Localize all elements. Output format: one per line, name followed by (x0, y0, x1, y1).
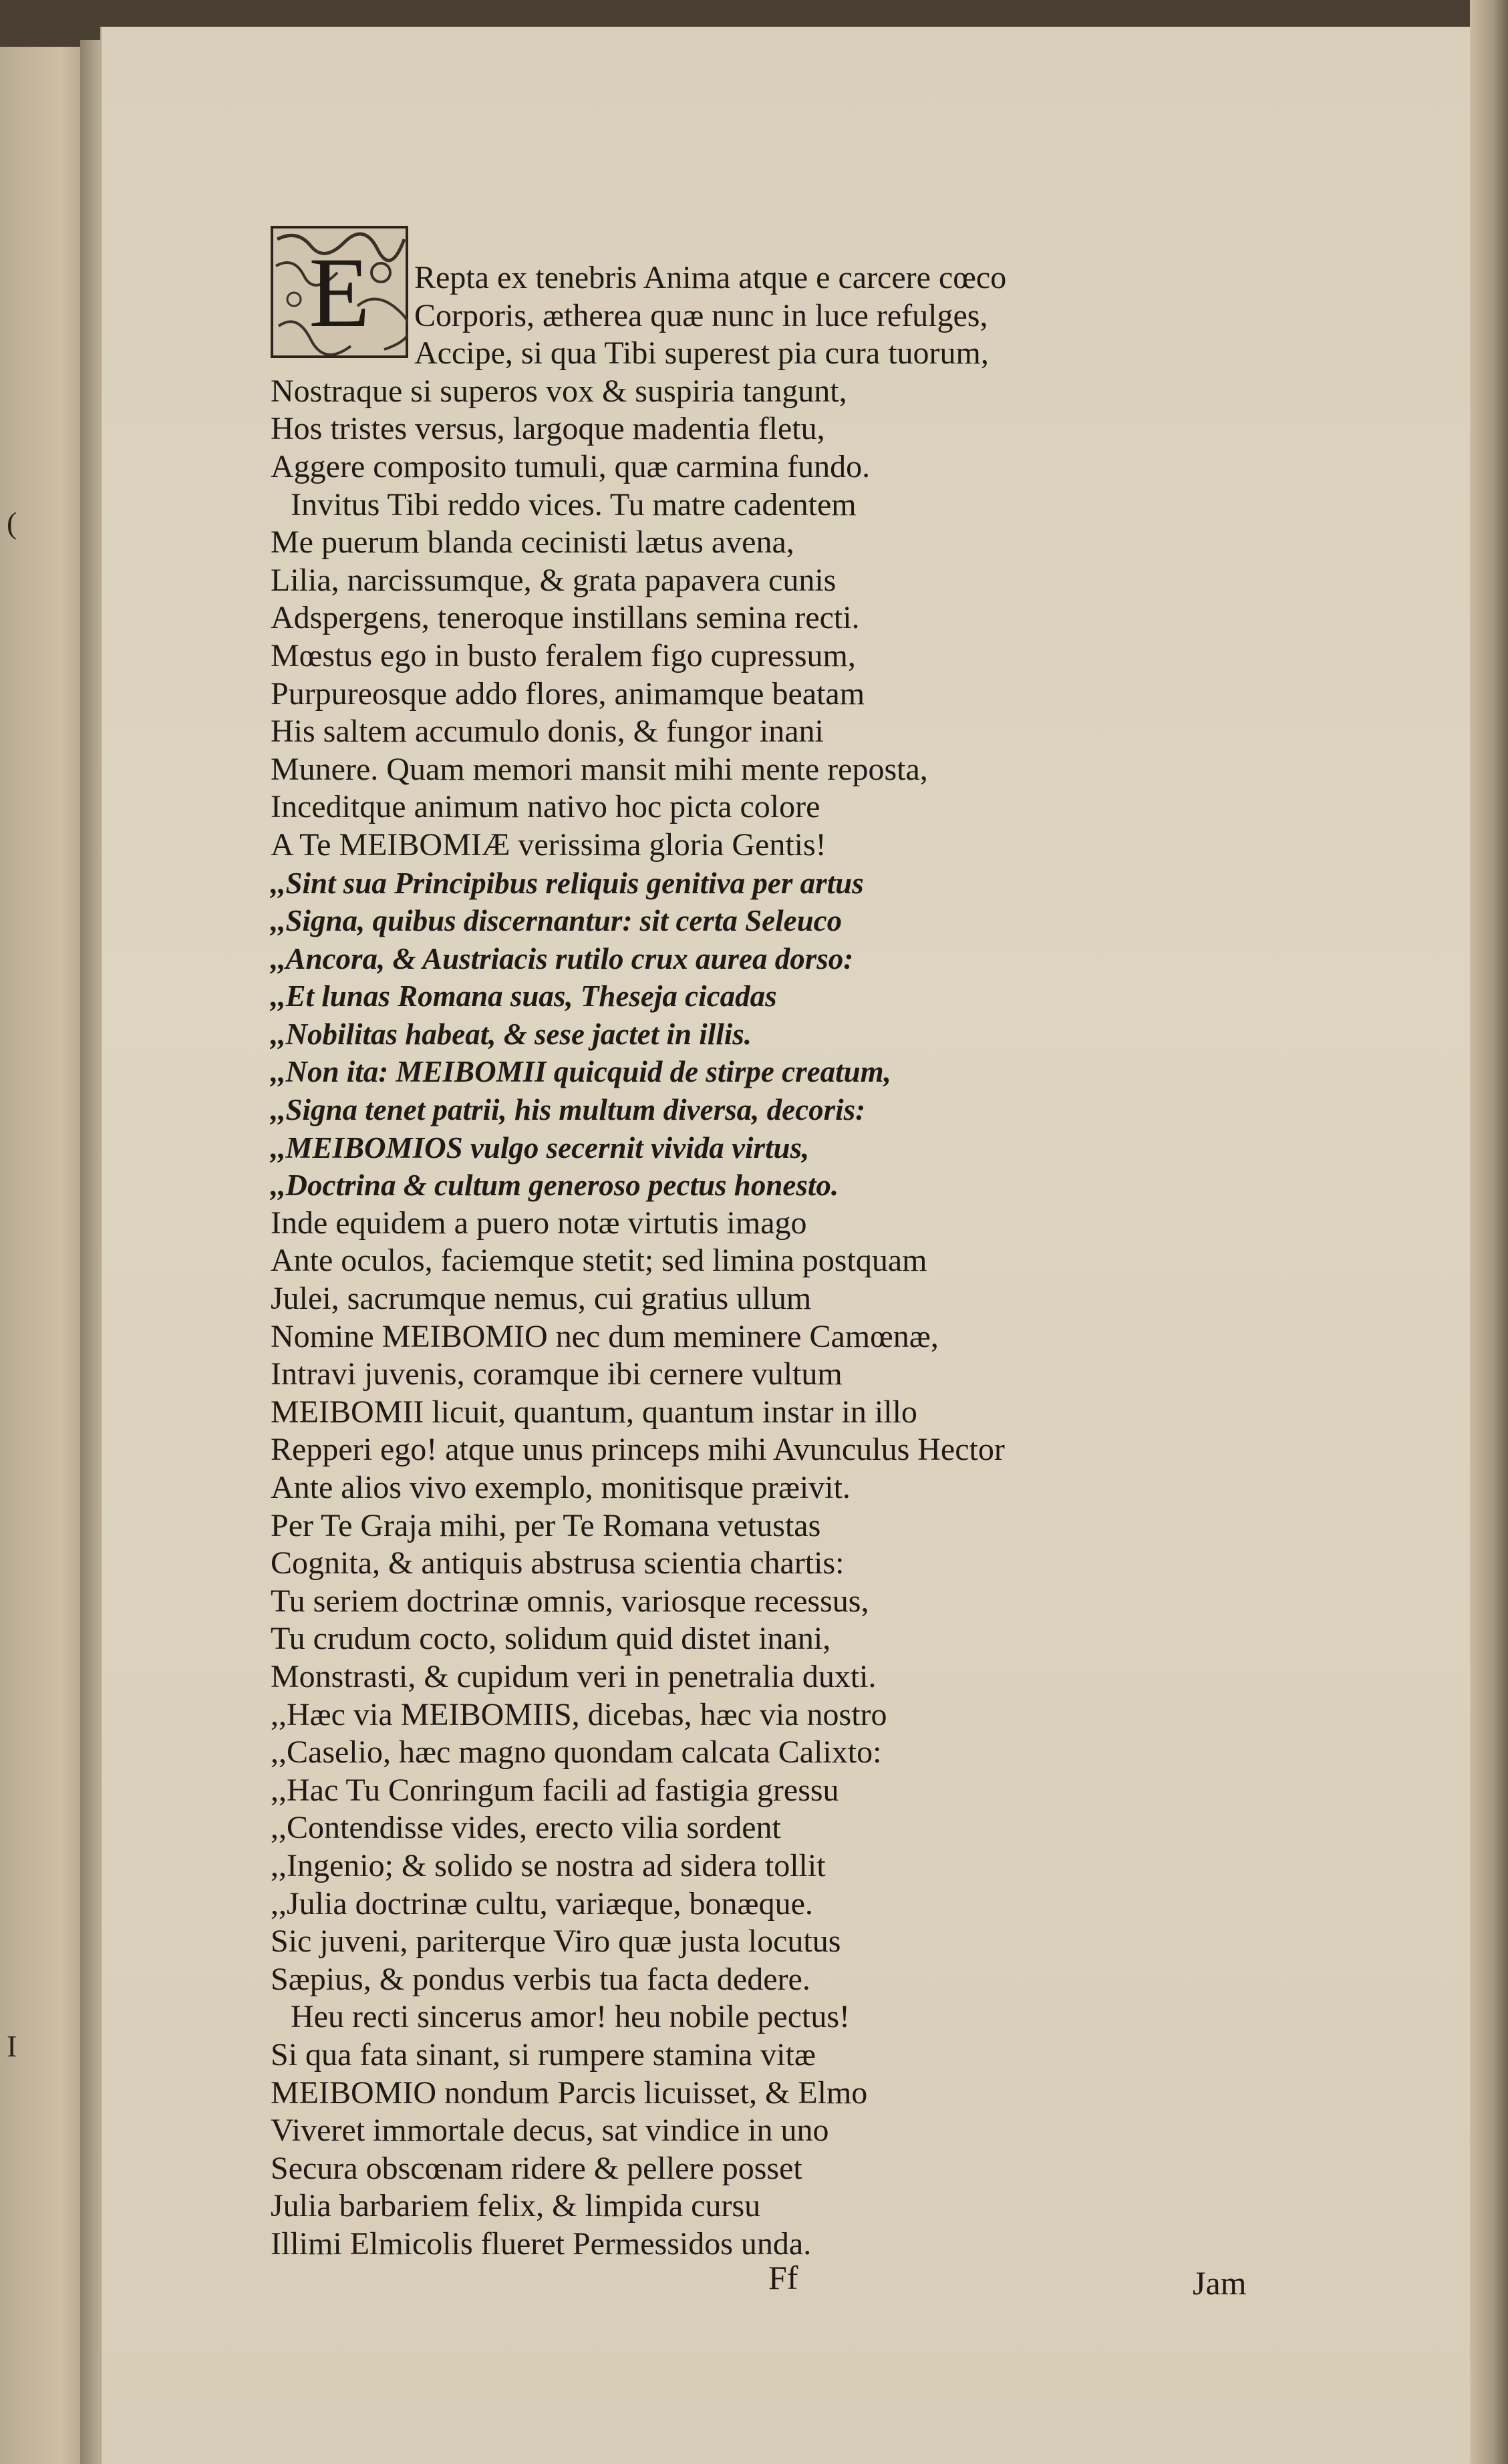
text-line: ,,Ingenio; & solido se nostra ad sidera tollit (271, 1847, 826, 1883)
drop-cap-letter: E (309, 237, 370, 348)
italic-line: ,,Non ita: MEIBOMII quicquid de stirpe creatum, (271, 1055, 891, 1089)
text-line: Cognita, & antiquis abstrusa scientia chartis: (271, 1545, 845, 1581)
text-line: Ante alios vivo exemplo, monitisque præivit. (271, 1470, 851, 1505)
left-mark-bar: I (7, 2029, 17, 2063)
text-line: Julei, sacrumque nemus, cui gratius ullum (271, 1281, 812, 1317)
italic-line: ,,Signa, quibus discernantur: sit certa Seleuco (271, 904, 843, 938)
signature-mark: Ff (768, 2259, 798, 2296)
text-line: Repta ex tenebris Anima atque e carcere cœco (414, 260, 1007, 295)
text-line: Purpureosque addo flores, animamque beatam (271, 675, 865, 712)
text-line: Me puerum blanda cecinisti lætus avena, (271, 524, 794, 561)
italic-line: ,,Doctrina & cultum generoso pectus honesto. (271, 1169, 839, 1203)
text-line: Repperi ego! atque unus princeps mihi Avunculus Hector (271, 1432, 1005, 1468)
text-line: Julia barbariem felix, & limpida cursu (271, 2188, 761, 2224)
text-line: MEIBOMIO nondum Parcis licuisset, & Elmo (271, 2074, 868, 2111)
text-line: MEIBOMII licuit, quantum, quantum instar in illo (271, 1394, 917, 1430)
text-line: ,,Contendisse vides, erecto vilia sordent (271, 1810, 781, 1846)
text-line: Nomine MEIBOMIO nec dum meminere Camœnæ, (271, 1318, 939, 1354)
text-line: ,,Hæc via MEIBOMIIS, dicebas, hæc via nostro (271, 1696, 887, 1732)
poem-text (271, 259, 1173, 2263)
catchword: Jam (1193, 2264, 1247, 2302)
text-line: Nostraque si superos vox & suspiria tangunt, (271, 373, 847, 409)
italic-line: ,,Signa tenet patrii, his multum diversa, decoris: (271, 1093, 866, 1127)
text-line: Per Te Graja mihi, per Te Romana vetustas (271, 1507, 821, 1543)
text-line: Lilia, narcissumque, & grata papavera cunis (271, 562, 837, 598)
text-line: Mœstus ego in busto feralem figo cupressum, (271, 637, 856, 673)
italic-line: ,,Et lunas Romana suas, Theseja cicadas (271, 979, 777, 1014)
text-line: His saltem accumulo donis, & fungor inani (271, 714, 824, 750)
text-line: Illimi Elmicolis flueret Permessidos unda. (271, 2225, 812, 2262)
text-line: A Te MEIBOMIÆ verissima gloria Gentis! (271, 826, 826, 863)
italic-line: ,,MEIBOMIOS vulgo secernit vivida virtus, (271, 1130, 810, 1165)
right-page-edge (1470, 0, 1508, 2464)
italic-line: ,,Ancora, & Austriacis rutilo crux aurea dorso: (271, 941, 854, 975)
text-line: Invitus Tibi reddo vices. Tu matre cadentem (291, 486, 857, 522)
italic-line: ,,Nobilitas habeat, & sese jactet in illis. (271, 1017, 752, 1051)
text-line: Munere. Quam memori mansit mihi mente reposta, (271, 751, 928, 787)
left-mark-paren: ( (7, 506, 17, 540)
text-line: Intravi juvenis, coramque ibi cernere vultum (271, 1356, 843, 1392)
text-line: Adspergens, teneroque instillans semina recti. (271, 600, 860, 636)
text-line: ,,Julia doctrinæ cultu, variæque, bonæque. (271, 1885, 813, 1921)
text-line: Aggere composito tumuli, quæ carmina fundo. (271, 448, 871, 484)
text-line: Tu crudum cocto, solidum quid distet inani, (271, 1621, 831, 1657)
text-line: Ante oculos, faciemque stetit; sed limina postquam (271, 1243, 927, 1279)
text-line: Sæpius, & pondus verbis tua facta dedere. (271, 1961, 810, 1997)
text-line: Heu recti sincerus amor! heu nobile pectus! (291, 1999, 851, 2035)
text-line: Secura obscœnam ridere & pellere posset (271, 2150, 802, 2186)
text-line: Sic juveni, pariterque Viro quæ justa locutus (271, 1923, 841, 1960)
text-line: Monstrasti, & cupidum veri in penetralia duxti. (271, 1658, 877, 1694)
text-line: ,,Caselio, hæc magno quondam calcata Calixto: (271, 1734, 882, 1770)
text-line: Si qua fata sinant, si rumpere stamina vitæ (271, 2036, 816, 2072)
text-line: Viveret immortale decus, sat vindice in uno (271, 2113, 829, 2149)
text-line: Inde equidem a puero notæ virtutis imago (271, 1205, 807, 1241)
text-line: Tu seriem doctrinæ omnis, variosque recessus, (271, 1583, 869, 1619)
text-line: Hos tristes versus, largoque madentia fletu, (271, 411, 825, 447)
text-line: Corporis, ætherea quæ nunc in luce refulges, (414, 297, 988, 333)
text-line: ,,Hac Tu Conringum facili ad fastigia gressu (271, 1772, 839, 1808)
text-line: Inceditque animum nativo hoc picta colore (271, 789, 820, 825)
text-line: Accipe, si qua Tibi superest pia cura tuorum, (414, 335, 989, 371)
italic-line: ,,Sint sua Principibus reliquis genitiva per artus (271, 866, 864, 900)
